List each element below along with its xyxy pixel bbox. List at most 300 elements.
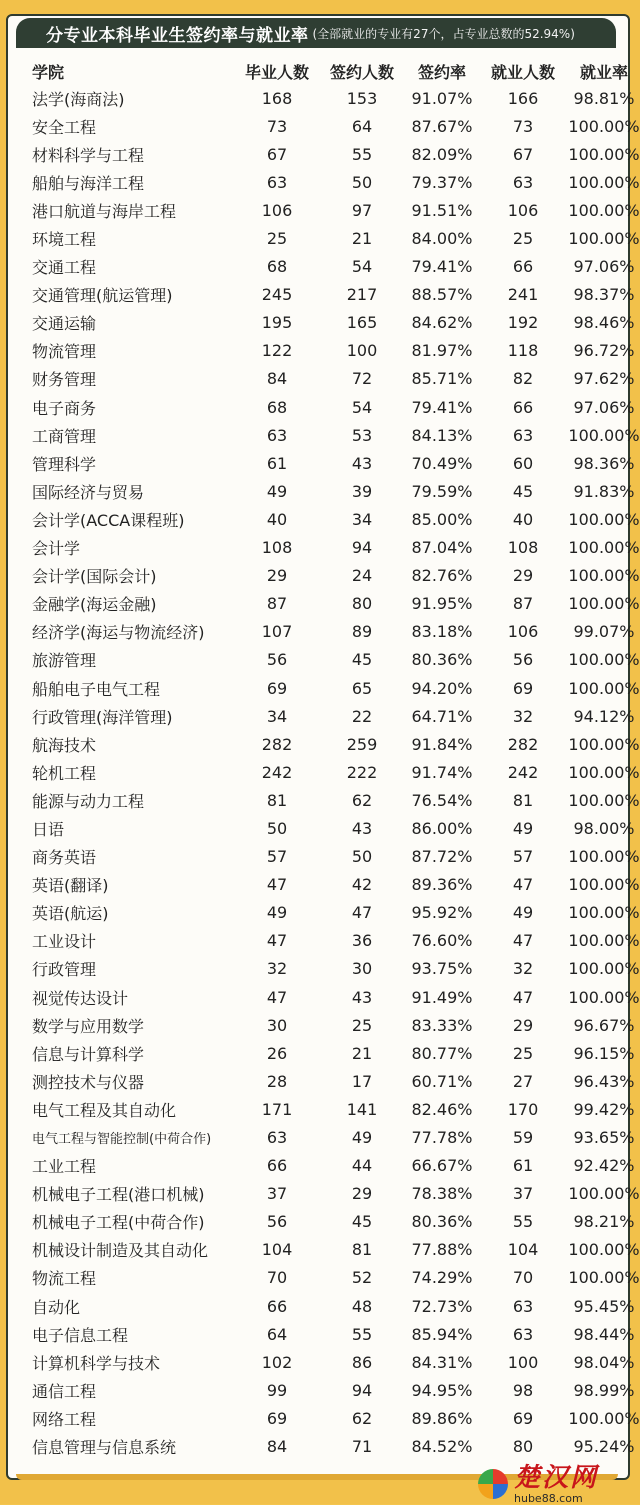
- value-cell: 94: [351, 1380, 373, 1400]
- value-cell: 100.00%: [568, 229, 640, 249]
- column-header-row: [18, 58, 640, 84]
- value-cell: 83.18%: [411, 622, 473, 642]
- logo-en-text: hube88.com: [514, 1491, 583, 1505]
- table-row: [18, 1292, 640, 1320]
- table-row: [18, 112, 640, 140]
- value-cell: 104: [507, 1240, 539, 1260]
- table-row: [18, 814, 640, 842]
- value-cell: 100.00%: [568, 1408, 640, 1428]
- value-cell: 86.00%: [411, 818, 473, 838]
- value-cell: 166: [507, 88, 539, 108]
- value-cell: 84: [266, 1437, 288, 1457]
- value-cell: 47: [512, 875, 534, 895]
- value-cell: 98.37%: [573, 285, 635, 305]
- value-cell: 50: [266, 818, 288, 838]
- value-cell: 76.54%: [411, 790, 473, 810]
- value-cell: 68: [266, 257, 288, 277]
- value-cell: 106: [507, 200, 539, 220]
- major-name-cell: 旅游管理: [32, 651, 97, 671]
- table-row: [18, 1208, 640, 1236]
- value-cell: 80.36%: [411, 650, 473, 670]
- value-cell: 95.24%: [573, 1437, 635, 1457]
- major-name-cell: 视觉传达设计: [32, 988, 129, 1008]
- table-row: [18, 955, 640, 983]
- table-row: [18, 168, 640, 196]
- value-cell: 56: [266, 650, 288, 670]
- major-name-cell: 轮机工程: [32, 763, 97, 783]
- value-cell: 195: [261, 313, 293, 333]
- value-cell: 165: [346, 313, 378, 333]
- value-cell: 55: [351, 144, 373, 164]
- column-header: 就业人数: [490, 62, 555, 82]
- major-name-cell: 航海技术: [32, 735, 97, 755]
- major-name-cell: 网络工程: [32, 1409, 97, 1429]
- value-cell: 49: [512, 903, 534, 923]
- value-cell: 282: [507, 734, 539, 754]
- value-cell: 89: [351, 622, 373, 642]
- value-cell: 85.71%: [411, 369, 473, 389]
- value-cell: 100.00%: [568, 987, 640, 1007]
- value-cell: 79.59%: [411, 481, 473, 501]
- major-name-cell: 管理科学: [32, 454, 97, 474]
- major-name-cell: 能源与动力工程: [32, 791, 145, 811]
- table-row: [18, 1095, 640, 1123]
- value-cell: 100.00%: [568, 172, 640, 192]
- value-cell: 242: [261, 762, 293, 782]
- value-cell: 89.36%: [411, 875, 473, 895]
- value-cell: 141: [346, 1099, 378, 1119]
- value-cell: 69: [512, 678, 534, 698]
- value-cell: 94.12%: [573, 706, 635, 726]
- value-cell: 34: [266, 706, 288, 726]
- value-cell: 54: [351, 397, 373, 417]
- value-cell: 84.31%: [411, 1352, 473, 1372]
- table-row: [18, 1011, 640, 1039]
- value-cell: 32: [512, 959, 534, 979]
- value-cell: 21: [351, 1043, 373, 1063]
- value-cell: 64: [266, 1324, 288, 1344]
- value-cell: 63: [512, 425, 534, 445]
- major-name-cell: 机械电子工程(中荷合作): [32, 1213, 205, 1233]
- table-title: 分专业本科毕业生签约率与就业率: [46, 25, 309, 46]
- value-cell: 98.21%: [573, 1212, 635, 1232]
- table-row: [18, 1433, 640, 1461]
- table-row: [18, 1404, 640, 1432]
- value-cell: 47: [351, 903, 373, 923]
- value-cell: 242: [507, 762, 539, 782]
- table-row: [18, 899, 640, 927]
- value-cell: 84: [266, 369, 288, 389]
- major-name-cell: 环境工程: [32, 230, 97, 250]
- value-cell: 100.00%: [568, 847, 640, 867]
- value-cell: 55: [512, 1212, 534, 1232]
- value-cell: 95.45%: [573, 1296, 635, 1316]
- value-cell: 67: [266, 144, 288, 164]
- value-cell: 80.36%: [411, 1212, 473, 1232]
- value-cell: 100.00%: [568, 116, 640, 136]
- major-name-cell: 交通管理(航运管理): [32, 286, 173, 306]
- value-cell: 85.00%: [411, 509, 473, 529]
- value-cell: 45: [512, 481, 534, 501]
- table-row: [18, 1348, 640, 1376]
- value-cell: 100.00%: [568, 959, 640, 979]
- major-name-cell: 法学(海商法): [32, 89, 125, 109]
- value-cell: 100.00%: [568, 1268, 640, 1288]
- value-cell: 47: [266, 931, 288, 951]
- value-cell: 22: [351, 706, 373, 726]
- value-cell: 57: [512, 847, 534, 867]
- value-cell: 79.41%: [411, 397, 473, 417]
- value-cell: 192: [507, 313, 539, 333]
- value-cell: 87.04%: [411, 538, 473, 558]
- table-row: [18, 730, 640, 758]
- value-cell: 47: [266, 987, 288, 1007]
- value-cell: 100: [507, 1352, 539, 1372]
- value-cell: 69: [512, 1408, 534, 1428]
- value-cell: 32: [266, 959, 288, 979]
- value-cell: 93.65%: [573, 1128, 635, 1148]
- value-cell: 66: [512, 397, 534, 417]
- value-cell: 49: [266, 903, 288, 923]
- major-name-cell: 电子商务: [32, 398, 97, 418]
- major-name-cell: 船舶电子电气工程: [32, 679, 161, 699]
- value-cell: 91.74%: [411, 762, 473, 782]
- value-cell: 83.33%: [411, 1015, 473, 1035]
- value-cell: 97: [351, 200, 373, 220]
- table-row: [18, 281, 640, 309]
- value-cell: 93.75%: [411, 959, 473, 979]
- value-cell: 87.72%: [411, 847, 473, 867]
- value-cell: 91.49%: [411, 987, 473, 1007]
- value-cell: 29: [351, 1184, 373, 1204]
- major-name-cell: 财务管理: [32, 370, 97, 390]
- value-cell: 61: [266, 453, 288, 473]
- major-name-cell: 信息与计算科学: [32, 1044, 145, 1064]
- major-name-cell: 会计学(国际会计): [32, 567, 157, 587]
- value-cell: 24: [351, 566, 373, 586]
- major-name-cell: 测控技术与仪器: [32, 1072, 145, 1092]
- table-row: [18, 421, 640, 449]
- value-cell: 17: [351, 1071, 373, 1091]
- value-cell: 62: [351, 790, 373, 810]
- value-cell: 77.88%: [411, 1240, 473, 1260]
- value-cell: 62: [351, 1408, 373, 1428]
- table-row: [18, 702, 640, 730]
- value-cell: 74.29%: [411, 1268, 473, 1288]
- table-header-bar: [16, 18, 616, 48]
- value-cell: 63: [512, 1296, 534, 1316]
- value-cell: 122: [261, 341, 293, 361]
- value-cell: 63: [266, 425, 288, 445]
- table-row: [18, 1376, 640, 1404]
- table-row: [18, 1264, 640, 1292]
- value-cell: 32: [512, 706, 534, 726]
- value-cell: 100.00%: [568, 509, 640, 529]
- value-cell: 21: [351, 229, 373, 249]
- table-row: [18, 1123, 640, 1151]
- table-row: [18, 1320, 640, 1348]
- value-cell: 66: [266, 1156, 288, 1176]
- value-cell: 94.20%: [411, 678, 473, 698]
- value-cell: 73: [266, 116, 288, 136]
- value-cell: 97.06%: [573, 257, 635, 277]
- table-row: [18, 1152, 640, 1180]
- value-cell: 91.07%: [411, 88, 473, 108]
- value-cell: 94.95%: [411, 1380, 473, 1400]
- value-cell: 80: [351, 594, 373, 614]
- column-header: 就业率: [579, 62, 628, 82]
- table-row: [18, 590, 640, 618]
- table-row: [18, 646, 640, 674]
- value-cell: 79.37%: [411, 172, 473, 192]
- value-cell: 40: [512, 509, 534, 529]
- value-cell: 63: [266, 172, 288, 192]
- value-cell: 82.46%: [411, 1099, 473, 1119]
- value-cell: 79.41%: [411, 257, 473, 277]
- major-name-cell: 机械电子工程(港口机械): [32, 1185, 205, 1205]
- table-row: [18, 786, 640, 814]
- value-cell: 29: [512, 1015, 534, 1035]
- value-cell: 81: [266, 790, 288, 810]
- value-cell: 282: [261, 734, 293, 754]
- value-cell: 100.00%: [568, 875, 640, 895]
- major-name-cell: 安全工程: [32, 117, 97, 137]
- major-name-cell: 机械设计制造及其自动化: [32, 1241, 209, 1261]
- value-cell: 171: [261, 1099, 293, 1119]
- value-cell: 27: [512, 1071, 534, 1091]
- value-cell: 81.97%: [411, 341, 473, 361]
- value-cell: 85.94%: [411, 1324, 473, 1344]
- value-cell: 26: [266, 1043, 288, 1063]
- value-cell: 100.00%: [568, 1184, 640, 1204]
- major-name-cell: 通信工程: [32, 1381, 97, 1401]
- value-cell: 96.43%: [573, 1071, 635, 1091]
- value-cell: 100.00%: [568, 734, 640, 754]
- major-name-cell: 日语: [32, 819, 65, 839]
- value-cell: 100.00%: [568, 594, 640, 614]
- major-name-cell: 港口航道与海岸工程: [32, 201, 177, 221]
- value-cell: 241: [507, 285, 539, 305]
- column-header: 毕业人数: [244, 62, 309, 82]
- value-cell: 99.07%: [573, 622, 635, 642]
- value-cell: 102: [261, 1352, 293, 1372]
- logo-icon: [478, 1469, 508, 1499]
- value-cell: 108: [507, 538, 539, 558]
- value-cell: 56: [512, 650, 534, 670]
- value-cell: 56: [266, 1212, 288, 1232]
- major-name-cell: 物流工程: [32, 1269, 97, 1289]
- value-cell: 43: [351, 453, 373, 473]
- value-cell: 91.84%: [411, 734, 473, 754]
- value-cell: 82.09%: [411, 144, 473, 164]
- watermark-logo: [478, 1464, 638, 1504]
- value-cell: 100.00%: [568, 790, 640, 810]
- value-cell: 44: [351, 1156, 373, 1176]
- value-cell: 47: [512, 931, 534, 951]
- value-cell: 81: [512, 790, 534, 810]
- value-cell: 49: [512, 818, 534, 838]
- major-name-cell: 英语(翻译): [32, 876, 109, 896]
- value-cell: 91.51%: [411, 200, 473, 220]
- value-cell: 245: [261, 285, 293, 305]
- value-cell: 69: [266, 1408, 288, 1428]
- major-name-cell: 电气工程与智能控制(中荷合作): [32, 1132, 212, 1148]
- table-row: [18, 196, 640, 224]
- value-cell: 222: [346, 762, 378, 782]
- value-cell: 100.00%: [568, 762, 640, 782]
- table-row: [18, 393, 640, 421]
- value-cell: 170: [507, 1099, 539, 1119]
- value-cell: 108: [261, 538, 293, 558]
- value-cell: 55: [351, 1324, 373, 1344]
- value-cell: 50: [351, 847, 373, 867]
- value-cell: 47: [266, 875, 288, 895]
- table-row: [18, 983, 640, 1011]
- value-cell: 91.95%: [411, 594, 473, 614]
- table-row: [18, 337, 640, 365]
- table-row: [18, 1236, 640, 1264]
- value-cell: 34: [351, 509, 373, 529]
- value-cell: 72.73%: [411, 1296, 473, 1316]
- value-cell: 89.86%: [411, 1408, 473, 1428]
- value-cell: 25: [266, 229, 288, 249]
- value-cell: 98.36%: [573, 453, 635, 473]
- value-cell: 78.38%: [411, 1184, 473, 1204]
- value-cell: 100.00%: [568, 144, 640, 164]
- major-name-cell: 工业设计: [32, 932, 97, 952]
- major-name-cell: 交通运输: [32, 314, 97, 334]
- major-name-cell: 英语(航运): [32, 904, 109, 924]
- value-cell: 53: [351, 425, 373, 445]
- employment-table: [18, 58, 640, 1461]
- value-cell: 30: [351, 959, 373, 979]
- value-cell: 106: [261, 200, 293, 220]
- value-cell: 88.57%: [411, 285, 473, 305]
- value-cell: 99.42%: [573, 1099, 635, 1119]
- table-row: [18, 562, 640, 590]
- value-cell: 84.13%: [411, 425, 473, 445]
- column-header: 学院: [32, 62, 65, 82]
- value-cell: 54: [351, 257, 373, 277]
- major-name-cell: 工业工程: [32, 1157, 97, 1177]
- value-cell: 80.77%: [411, 1043, 473, 1063]
- table-row: [18, 843, 640, 871]
- value-cell: 29: [266, 566, 288, 586]
- value-cell: 49: [351, 1128, 373, 1148]
- value-cell: 69: [266, 678, 288, 698]
- value-cell: 107: [261, 622, 293, 642]
- value-cell: 37: [266, 1184, 288, 1204]
- value-cell: 106: [507, 622, 539, 642]
- table-row: [18, 534, 640, 562]
- value-cell: 118: [507, 341, 539, 361]
- major-name-cell: 物流管理: [32, 342, 97, 362]
- value-cell: 96.72%: [573, 341, 635, 361]
- major-name-cell: 行政管理: [32, 960, 97, 980]
- value-cell: 67: [512, 144, 534, 164]
- value-cell: 82: [512, 369, 534, 389]
- value-cell: 45: [351, 650, 373, 670]
- value-cell: 66: [512, 257, 534, 277]
- value-cell: 61: [512, 1156, 534, 1176]
- value-cell: 98.44%: [573, 1324, 635, 1344]
- value-cell: 168: [261, 88, 293, 108]
- value-cell: 100.00%: [568, 931, 640, 951]
- value-cell: 92.42%: [573, 1156, 635, 1176]
- value-cell: 94: [351, 538, 373, 558]
- major-name-cell: 电气工程及其自动化: [32, 1100, 177, 1120]
- table-row: [18, 449, 640, 477]
- table-row: [18, 84, 640, 112]
- value-cell: 52: [351, 1268, 373, 1288]
- value-cell: 100.00%: [568, 425, 640, 445]
- value-cell: 98.04%: [573, 1352, 635, 1372]
- major-name-cell: 行政管理(海洋管理): [32, 707, 173, 727]
- value-cell: 98.46%: [573, 313, 635, 333]
- major-name-cell: 数学与应用数学: [32, 1016, 145, 1036]
- table-row: [18, 140, 640, 168]
- value-cell: 87: [266, 594, 288, 614]
- major-name-cell: 经济学(海运与物流经济): [32, 623, 205, 643]
- value-cell: 39: [351, 481, 373, 501]
- value-cell: 81: [351, 1240, 373, 1260]
- value-cell: 43: [351, 818, 373, 838]
- major-name-cell: 金融学(海运金融): [32, 595, 157, 615]
- table-row: [18, 1039, 640, 1067]
- value-cell: 64.71%: [411, 706, 473, 726]
- value-cell: 42: [351, 875, 373, 895]
- value-cell: 80: [512, 1437, 534, 1457]
- value-cell: 86: [351, 1352, 373, 1372]
- table-row: [18, 309, 640, 337]
- table-row: [18, 871, 640, 899]
- value-cell: 50: [351, 172, 373, 192]
- value-cell: 73: [512, 116, 534, 136]
- value-cell: 99: [266, 1380, 288, 1400]
- value-cell: 84.62%: [411, 313, 473, 333]
- value-cell: 100.00%: [568, 650, 640, 670]
- value-cell: 98.00%: [573, 818, 635, 838]
- value-cell: 91.83%: [573, 481, 635, 501]
- value-cell: 43: [351, 987, 373, 1007]
- value-cell: 259: [346, 734, 378, 754]
- value-cell: 64: [351, 116, 373, 136]
- value-cell: 77.78%: [411, 1128, 473, 1148]
- table-row: [18, 674, 640, 702]
- value-cell: 37: [512, 1184, 534, 1204]
- column-header: 签约率: [417, 62, 466, 82]
- major-name-cell: 信息管理与信息系统: [32, 1438, 177, 1458]
- value-cell: 57: [266, 847, 288, 867]
- value-cell: 49: [266, 481, 288, 501]
- value-cell: 25: [351, 1015, 373, 1035]
- major-name-cell: 计算机科学与技术: [32, 1353, 161, 1373]
- value-cell: 87: [512, 594, 534, 614]
- major-name-cell: 船舶与海洋工程: [32, 173, 145, 193]
- value-cell: 66: [266, 1296, 288, 1316]
- table-body: [18, 84, 640, 1461]
- value-cell: 72: [351, 369, 373, 389]
- value-cell: 98.81%: [573, 88, 635, 108]
- value-cell: 100.00%: [568, 903, 640, 923]
- major-name-cell: 材料科学与工程: [32, 145, 145, 165]
- value-cell: 70: [512, 1268, 534, 1288]
- value-cell: 40: [266, 509, 288, 529]
- table-row: [18, 1067, 640, 1095]
- value-cell: 70: [266, 1268, 288, 1288]
- value-cell: 36: [351, 931, 373, 951]
- value-cell: 97.06%: [573, 397, 635, 417]
